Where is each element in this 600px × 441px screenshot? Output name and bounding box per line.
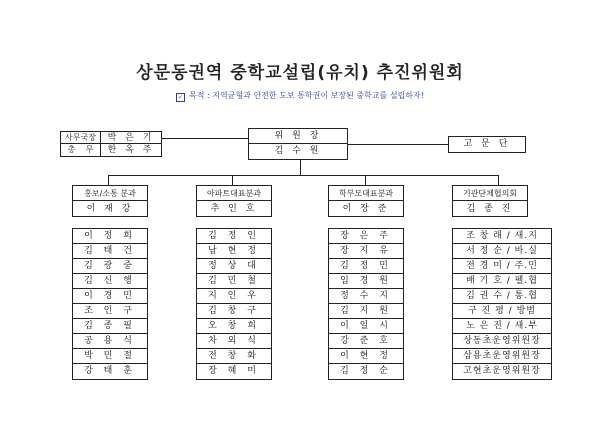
member-row: 고현초운영위원장 bbox=[463, 366, 541, 376]
member-row: 노 은 진 / 새.부 bbox=[453, 319, 551, 334]
division-header-box bbox=[328, 185, 404, 217]
member-row: 강 태 훈 bbox=[84, 366, 136, 376]
connector-div1 bbox=[108, 175, 109, 185]
member-row: 전 경 미 / 주.민 bbox=[453, 259, 551, 274]
member-row: 이 현 정 bbox=[329, 349, 403, 364]
member-row: 김 광 중 bbox=[73, 259, 147, 274]
member-row: 김 정 인 bbox=[197, 229, 271, 244]
advisor-label: 고 문 단 bbox=[463, 139, 511, 149]
division-head: 이 재 강 bbox=[86, 204, 134, 214]
connector-horizontal-bar bbox=[108, 175, 498, 176]
advisor-box bbox=[448, 136, 526, 153]
member-row: 이 일 시 bbox=[329, 319, 403, 334]
member-row: 강 준 호 bbox=[329, 334, 403, 349]
division-title: 학부모대표분과 bbox=[329, 187, 403, 201]
division-head: 김 종 진 bbox=[466, 204, 514, 214]
member-row: 오 창 희 bbox=[197, 319, 271, 334]
page-title: 상문동권역 중학교설립(유치) 추진위원회 bbox=[136, 63, 464, 83]
chair-box bbox=[248, 128, 348, 160]
secretariat-role-1: 사무국장 bbox=[61, 132, 101, 144]
division-member-list bbox=[72, 228, 148, 380]
division-head: 추 인 호 bbox=[210, 204, 258, 214]
connector-secretariat bbox=[162, 138, 248, 139]
purpose-text: 목적 : 지역균형과 안전한 도보 통학권이 보장된 중학교를 설립하자! bbox=[189, 91, 424, 100]
member-row: 장 지 유 bbox=[329, 244, 403, 259]
member-row: 임 경 원 bbox=[329, 274, 403, 289]
member-row: 남 현 정 bbox=[197, 244, 271, 259]
division-member-list bbox=[452, 228, 552, 380]
member-row: 공 용 식 bbox=[73, 334, 147, 349]
chair-name: 김 수 원 bbox=[274, 146, 322, 156]
member-row: 정 수 지 bbox=[329, 289, 403, 304]
member-row: 김 종 필 bbox=[73, 319, 147, 334]
division-header-box bbox=[72, 185, 148, 217]
division-title: 아파트대표분과 bbox=[197, 187, 271, 201]
connector-chair-advisor bbox=[348, 144, 448, 145]
member-row: 지 인 우 bbox=[197, 289, 271, 304]
member-row: 이 정 희 bbox=[73, 229, 147, 244]
member-row: 배 기 호 / 펠.협 bbox=[453, 274, 551, 289]
connector-div2 bbox=[232, 175, 233, 185]
member-row: 조 인 구 bbox=[73, 304, 147, 319]
division-header-box bbox=[452, 185, 528, 217]
division-header-box bbox=[196, 185, 272, 217]
division-member-list bbox=[328, 228, 404, 380]
division-title: 홍보/소통 분과 bbox=[73, 187, 147, 201]
member-row: 차 외 식 bbox=[197, 334, 271, 349]
division-member-list bbox=[196, 228, 272, 380]
connector-div3 bbox=[365, 175, 366, 185]
member-row: 서 정 순 / 바.실 bbox=[453, 244, 551, 259]
secretariat-name-1: 박 은 기 bbox=[101, 132, 161, 144]
purpose-checkbox-icon: ✓ bbox=[178, 94, 184, 101]
member-row: 김 정 순 bbox=[340, 366, 392, 376]
member-row: 상동초운영위원장 bbox=[453, 334, 551, 349]
connector-div4 bbox=[498, 175, 499, 185]
member-row: 김 지 원 bbox=[329, 304, 403, 319]
member-row: 이 경 민 bbox=[73, 289, 147, 304]
member-row: 정 상 대 bbox=[197, 259, 271, 274]
member-row: 김 민 철 bbox=[197, 274, 271, 289]
division-title: 기관단체협의회 bbox=[453, 187, 527, 201]
member-row: 박 민 절 bbox=[73, 349, 147, 364]
connector-chair-down bbox=[300, 160, 301, 175]
division-head: 이 장 준 bbox=[342, 204, 390, 214]
secretariat-box bbox=[60, 131, 162, 157]
member-row: 김 정 민 bbox=[329, 259, 403, 274]
member-row: 장 혜 미 bbox=[208, 366, 260, 376]
member-row: 김 권 수 / 통.협 bbox=[453, 289, 551, 304]
chair-role: 위 원 장 bbox=[249, 129, 347, 144]
member-row: 조 창 래 / 새.지 bbox=[453, 229, 551, 244]
member-row: 삼용초운영위원장 bbox=[453, 349, 551, 364]
member-row: 전 창 화 bbox=[197, 349, 271, 364]
member-row: 장 은 주 bbox=[329, 229, 403, 244]
purpose-line bbox=[0, 90, 600, 102]
member-row: 김 태 건 bbox=[73, 244, 147, 259]
member-row: 구 진 평 / 방범 bbox=[453, 304, 551, 319]
secretariat-role-2: 총 무 bbox=[61, 144, 101, 156]
member-row: 김 창 구 bbox=[197, 304, 271, 319]
secretariat-name-2: 한 옥 주 bbox=[107, 145, 155, 155]
member-row: 김 신 행 bbox=[73, 274, 147, 289]
